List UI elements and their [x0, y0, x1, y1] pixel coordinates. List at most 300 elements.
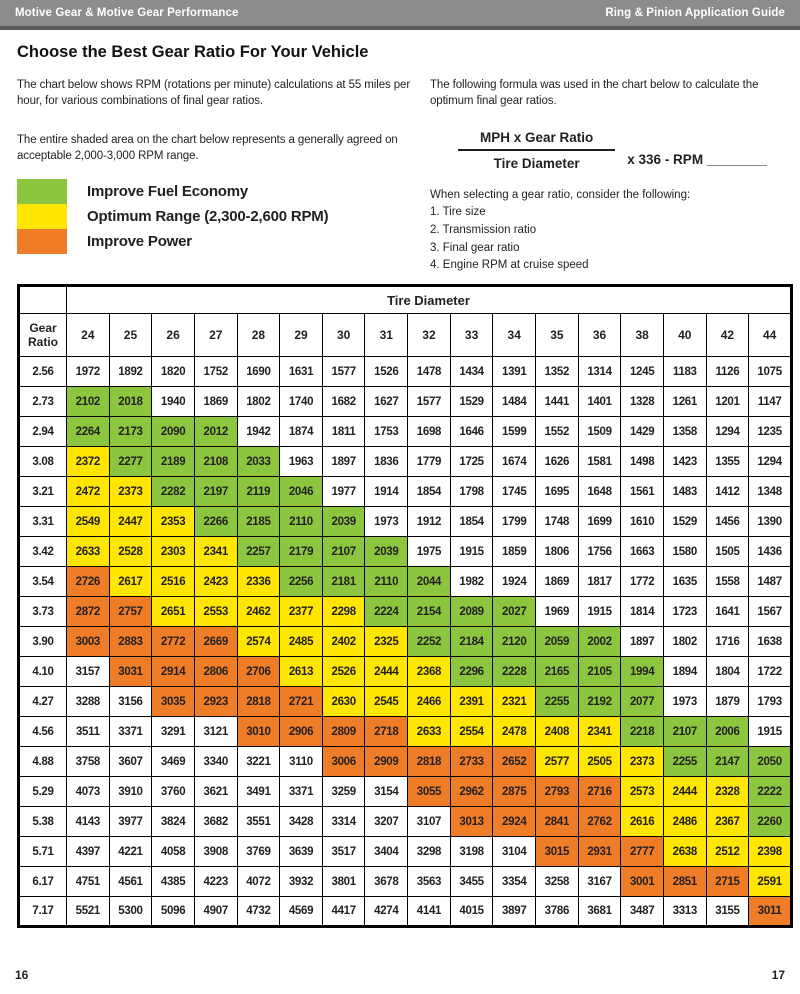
rpm-cell: 1412 [706, 477, 749, 507]
rpm-cell: 3455 [450, 867, 493, 897]
rpm-cell: 3607 [109, 747, 152, 777]
rpm-cell: 2466 [408, 687, 451, 717]
rpm-cell: 1811 [322, 417, 365, 447]
rpm-cell: 3104 [493, 837, 536, 867]
gear-ratio-cell: 5.29 [19, 777, 67, 807]
rpm-cell: 3291 [152, 717, 195, 747]
rpm-cell: 3258 [536, 867, 579, 897]
table-row [19, 747, 792, 777]
rpm-cell: 2181 [322, 567, 365, 597]
rpm-cell: 1245 [621, 357, 664, 387]
page-content [0, 43, 800, 928]
rpm-cell: 1348 [749, 477, 792, 507]
rpm-cell: 1740 [280, 387, 323, 417]
rpm-cell: 4417 [322, 897, 365, 927]
rpm-cell: 2651 [152, 597, 195, 627]
rpm-cell: 1914 [365, 477, 408, 507]
rpm-cell: 2336 [237, 567, 280, 597]
tire-diameter-column-header: 31 [365, 314, 408, 357]
rpm-cell: 2107 [322, 537, 365, 567]
gear-ratio-cell: 3.42 [19, 537, 67, 567]
rpm-cell: 3121 [194, 717, 237, 747]
rpm-cell: 1752 [194, 357, 237, 387]
rpm-cell: 3313 [663, 897, 706, 927]
rpm-cell: 1581 [578, 447, 621, 477]
table-row [19, 477, 792, 507]
rpm-cell: 1352 [536, 357, 579, 387]
rpm-cell: 2931 [578, 837, 621, 867]
formula-intro: The following formula was used in the chart below to calculate the optimum final gear ratios. [430, 79, 759, 108]
rpm-cell: 2772 [152, 627, 195, 657]
rpm-cell: 1201 [706, 387, 749, 417]
rpm-cell: 2616 [621, 807, 664, 837]
rpm-cell: 1745 [493, 477, 536, 507]
rpm-cell: 2962 [450, 777, 493, 807]
rpm-cell: 1814 [621, 597, 664, 627]
rpm-cell: 2105 [578, 657, 621, 687]
rpm-cell: 3110 [280, 747, 323, 777]
rpm-cell: 1552 [536, 417, 579, 447]
rpm-cell: 1820 [152, 357, 195, 387]
rpm-cell: 1314 [578, 357, 621, 387]
rpm-cell: 1869 [536, 567, 579, 597]
rpm-cell: 1804 [706, 657, 749, 687]
tire-diameter-column-header: 33 [450, 314, 493, 357]
yellow-swatch [17, 204, 67, 229]
rpm-cell: 2423 [194, 567, 237, 597]
rpm-cell: 4732 [237, 897, 280, 927]
rpm-cell: 2282 [152, 477, 195, 507]
rpm-cell: 3198 [450, 837, 493, 867]
rpm-cell: 1147 [749, 387, 792, 417]
rpm-cell: 3908 [194, 837, 237, 867]
gear-ratio-cell: 3.31 [19, 507, 67, 537]
rpm-cell: 1798 [450, 477, 493, 507]
rpm-cell: 2652 [493, 747, 536, 777]
rpm-cell: 3786 [536, 897, 579, 927]
rpm-cell: 1894 [663, 657, 706, 687]
rpm-cell: 2402 [322, 627, 365, 657]
rpm-cell: 2102 [67, 387, 110, 417]
rpm-cell: 2341 [194, 537, 237, 567]
rpm-cell: 3511 [67, 717, 110, 747]
rpm-cell: 1635 [663, 567, 706, 597]
rpm-cell: 1806 [536, 537, 579, 567]
gear-ratio-cell: 3.54 [19, 567, 67, 597]
page-footer [0, 968, 800, 982]
gear-ratio-cell: 2.56 [19, 357, 67, 387]
rpm-cell: 3207 [365, 807, 408, 837]
rpm-cell: 1915 [749, 717, 792, 747]
rpm-cell: 2757 [109, 597, 152, 627]
rpm-cell: 1982 [450, 567, 493, 597]
rpm-cell: 3758 [67, 747, 110, 777]
tire-diameter-column-header: 36 [578, 314, 621, 357]
rpm-cell: 2809 [322, 717, 365, 747]
rpm-cell: 1126 [706, 357, 749, 387]
tire-diameter-column-header: 26 [152, 314, 195, 357]
rpm-cell: 1994 [621, 657, 664, 687]
legend [17, 179, 412, 254]
rpm-cell: 1977 [322, 477, 365, 507]
rpm-cell: 2256 [280, 567, 323, 597]
page-title: Choose the Best Gear Ratio For Your Vehicle [17, 43, 369, 61]
rpm-cell: 2391 [450, 687, 493, 717]
rpm-cell: 3932 [280, 867, 323, 897]
rpm-cell: 3167 [578, 867, 621, 897]
rpm-cell: 3288 [67, 687, 110, 717]
rpm-cell: 1261 [663, 387, 706, 417]
rpm-cell: 1972 [67, 357, 110, 387]
rpm-cell: 2373 [621, 747, 664, 777]
rpm-cell: 1695 [536, 477, 579, 507]
rpm-cell: 2089 [450, 597, 493, 627]
rpm-cell: 1698 [408, 417, 451, 447]
rpm-cell: 5096 [152, 897, 195, 927]
rpm-cell: 1793 [749, 687, 792, 717]
formula-fraction [458, 130, 615, 171]
rpm-cell: 1328 [621, 387, 664, 417]
rpm-cell: 1561 [621, 477, 664, 507]
rpm-cell: 5521 [67, 897, 110, 927]
rpm-cell: 3003 [67, 627, 110, 657]
rpm-cell: 2528 [109, 537, 152, 567]
rpm-cell: 3678 [365, 867, 408, 897]
rpm-cell: 1631 [280, 357, 323, 387]
rpm-cell: 1915 [450, 537, 493, 567]
consider-item: 2. Transmission ratio [430, 223, 537, 236]
rpm-cell: 1646 [450, 417, 493, 447]
rpm-cell: 2110 [280, 507, 323, 537]
rpm-cell: 2046 [280, 477, 323, 507]
corner-empty-cell [19, 286, 67, 314]
rpm-cell: 2185 [237, 507, 280, 537]
page-number-right: 17 [771, 968, 785, 982]
rpm-cell: 2059 [536, 627, 579, 657]
rpm-cell: 1802 [237, 387, 280, 417]
rpm-cell: 3897 [493, 897, 536, 927]
rpm-cell: 2189 [152, 447, 195, 477]
rpm-cell: 2554 [450, 717, 493, 747]
rpm-cell: 1859 [493, 537, 536, 567]
rpm-cell: 1969 [536, 597, 579, 627]
tire-diameter-column-header: 25 [109, 314, 152, 357]
rpm-cell: 2526 [322, 657, 365, 687]
gear-ratio-header: Gear Ratio [19, 314, 67, 357]
rpm-cell: 4015 [450, 897, 493, 927]
gear-ratio-cell: 4.88 [19, 747, 67, 777]
rpm-cell: 2553 [194, 597, 237, 627]
tire-diameter-column-header: 44 [749, 314, 792, 357]
rpm-cell: 2224 [365, 597, 408, 627]
rpm-cell: 2006 [706, 717, 749, 747]
rpm-cell: 3259 [322, 777, 365, 807]
rpm-cell: 2505 [578, 747, 621, 777]
rpm-cell: 3910 [109, 777, 152, 807]
rpm-cell: 3031 [109, 657, 152, 687]
rpm-cell: 3107 [408, 807, 451, 837]
rpm-cell: 2721 [280, 687, 323, 717]
rpm-cell: 2914 [152, 657, 195, 687]
rpm-cell: 2192 [578, 687, 621, 717]
rpm-cell: 4274 [365, 897, 408, 927]
green-swatch [17, 179, 67, 204]
rpm-cell: 3639 [280, 837, 323, 867]
rpm-cell: 2909 [365, 747, 408, 777]
rpm-cell: 2368 [408, 657, 451, 687]
rpm-cell: 2341 [578, 717, 621, 747]
rpm-cell: 1558 [706, 567, 749, 597]
rpm-cell: 2633 [67, 537, 110, 567]
rpm-cell: 3154 [365, 777, 408, 807]
orange-swatch [17, 229, 67, 254]
rpm-cell: 2108 [194, 447, 237, 477]
rpm-cell: 1580 [663, 537, 706, 567]
rpm-cell: 2872 [67, 597, 110, 627]
rpm-cell: 1509 [578, 417, 621, 447]
consider-item: 3. Final gear ratio [430, 241, 520, 254]
rpm-cell: 2841 [536, 807, 579, 837]
rpm-cell: 2012 [194, 417, 237, 447]
gear-ratio-cell: 3.90 [19, 627, 67, 657]
rpm-cell: 1897 [322, 447, 365, 477]
gear-ratio-cell: 4.27 [19, 687, 67, 717]
rpm-cell: 2303 [152, 537, 195, 567]
rpm-cell: 2762 [578, 807, 621, 837]
consider-item: 1. Tire size [430, 205, 486, 218]
rpm-cell: 2818 [237, 687, 280, 717]
page-number-left: 16 [15, 968, 29, 982]
rpm-cell: 1892 [109, 357, 152, 387]
tire-diameter-column-header: 38 [621, 314, 664, 357]
rpm-cell: 2372 [67, 447, 110, 477]
rpm-cell: 3013 [450, 807, 493, 837]
rpm-cell: 2512 [706, 837, 749, 867]
table-row [19, 717, 792, 747]
rpm-cell: 1779 [408, 447, 451, 477]
table-row [19, 507, 792, 537]
rpm-cell: 3035 [152, 687, 195, 717]
rpm-cell: 2485 [280, 627, 323, 657]
rpm-cell: 1682 [322, 387, 365, 417]
rpm-cell: 1627 [365, 387, 408, 417]
rpm-cell: 3682 [194, 807, 237, 837]
table-row [19, 807, 792, 837]
rpm-cell: 2408 [536, 717, 579, 747]
rpm-cell: 2545 [365, 687, 408, 717]
rpm-cell: 1975 [408, 537, 451, 567]
rpm-cell: 1577 [322, 357, 365, 387]
rpm-cell: 2197 [194, 477, 237, 507]
tire-diameter-title-row [19, 286, 792, 314]
rpm-cell: 1912 [408, 507, 451, 537]
header-right-text: Ring & Pinion Application Guide [605, 7, 785, 19]
rpm-cell: 1498 [621, 447, 664, 477]
rpm-cell: 3055 [408, 777, 451, 807]
rpm-cell: 1358 [663, 417, 706, 447]
rpm-cell: 4907 [194, 897, 237, 927]
rpm-cell: 2119 [237, 477, 280, 507]
rpm-cell: 1478 [408, 357, 451, 387]
rpm-cell: 2027 [493, 597, 536, 627]
rpm-cell: 1963 [280, 447, 323, 477]
rpm-cell: 2793 [536, 777, 579, 807]
rpm-cell: 4072 [237, 867, 280, 897]
gear-ratio-cell: 2.94 [19, 417, 67, 447]
rpm-cell: 1722 [749, 657, 792, 687]
rpm-cell: 2806 [194, 657, 237, 687]
rpm-cell: 1940 [152, 387, 195, 417]
rpm-cell: 3487 [621, 897, 664, 927]
rpm-cell: 2173 [109, 417, 152, 447]
tire-diameter-column-header: 40 [663, 314, 706, 357]
rpm-cell: 2107 [663, 717, 706, 747]
rpm-cell: 4385 [152, 867, 195, 897]
legend-row-optimum [17, 204, 412, 229]
rpm-cell: 3354 [493, 867, 536, 897]
rpm-cell: 2165 [536, 657, 579, 687]
gear-ratio-cell: 3.21 [19, 477, 67, 507]
rpm-cell: 1817 [578, 567, 621, 597]
tire-diameter-column-header: 27 [194, 314, 237, 357]
rpm-cell: 1429 [621, 417, 664, 447]
rpm-cell: 3015 [536, 837, 579, 867]
rpm-cell: 2883 [109, 627, 152, 657]
rpm-cell: 1854 [408, 477, 451, 507]
rpm-cell: 1799 [493, 507, 536, 537]
rpm-cell: 2669 [194, 627, 237, 657]
rpm-cell: 2906 [280, 717, 323, 747]
rpm-cell: 2264 [67, 417, 110, 447]
rpm-cell: 2733 [450, 747, 493, 777]
tire-diameter-column-header: 32 [408, 314, 451, 357]
rpm-cell: 1690 [237, 357, 280, 387]
gear-ratio-cell: 6.17 [19, 867, 67, 897]
gear-ratio-cell: 4.56 [19, 717, 67, 747]
table-row [19, 387, 792, 417]
rpm-cell: 3155 [706, 897, 749, 927]
rpm-cell: 1391 [493, 357, 536, 387]
gear-ratio-cell: 5.38 [19, 807, 67, 837]
rpm-cell: 2516 [152, 567, 195, 597]
table-row [19, 867, 792, 897]
rpm-cell: 1973 [663, 687, 706, 717]
rpm-cell: 2486 [663, 807, 706, 837]
tire-diameter-column-header: 34 [493, 314, 536, 357]
gear-ratio-cell: 3.73 [19, 597, 67, 627]
gear-ratio-cell: 2.73 [19, 387, 67, 417]
rpm-cell: 2613 [280, 657, 323, 687]
rpm-cell: 2638 [663, 837, 706, 867]
rpm-cell: 2630 [322, 687, 365, 717]
rpm-cell: 4141 [408, 897, 451, 927]
rpm-cell: 1434 [450, 357, 493, 387]
rpm-cell: 1897 [621, 627, 664, 657]
rpm-cell: 1294 [749, 447, 792, 477]
rpm-cell: 2298 [322, 597, 365, 627]
rpm-cell: 2255 [536, 687, 579, 717]
rpm-cell: 3371 [109, 717, 152, 747]
rpm-cell: 2462 [237, 597, 280, 627]
rpm-cell: 2924 [493, 807, 536, 837]
rpm-cell: 1294 [706, 417, 749, 447]
rpm-cell: 4561 [109, 867, 152, 897]
rpm-cell: 1716 [706, 627, 749, 657]
rpm-cell: 1725 [450, 447, 493, 477]
gear-ratio-cell: 5.71 [19, 837, 67, 867]
legend-label: Optimum Range (2,300-2,600 RPM) [87, 208, 329, 226]
rpm-cell: 1456 [706, 507, 749, 537]
rpm-cell: 1648 [578, 477, 621, 507]
rpm-cell: 3563 [408, 867, 451, 897]
rpm-cell: 1529 [450, 387, 493, 417]
rpm-cell: 2353 [152, 507, 195, 537]
rpm-cell: 2715 [706, 867, 749, 897]
rpm-cell: 4397 [67, 837, 110, 867]
table-row [19, 837, 792, 867]
table-row [19, 627, 792, 657]
rpm-cell: 2726 [67, 567, 110, 597]
rpm-cell: 2050 [749, 747, 792, 777]
rpm-cell: 2252 [408, 627, 451, 657]
intro-section [17, 77, 783, 275]
rpm-cell: 1915 [578, 597, 621, 627]
table-row [19, 897, 792, 927]
formula-column [412, 77, 783, 275]
table-body [19, 357, 792, 927]
rpm-cell: 3371 [280, 777, 323, 807]
rpm-cell: 1879 [706, 687, 749, 717]
rpm-cell: 1577 [408, 387, 451, 417]
tire-diameter-column-header: 29 [280, 314, 323, 357]
rpm-cell: 3340 [194, 747, 237, 777]
rpm-cell: 1756 [578, 537, 621, 567]
rpm-cell: 2296 [450, 657, 493, 687]
rpm-cell: 2633 [408, 717, 451, 747]
rpm-cell: 1183 [663, 357, 706, 387]
rpm-cell: 1854 [450, 507, 493, 537]
formula [458, 130, 783, 171]
rpm-cell: 2398 [749, 837, 792, 867]
rpm-cell: 4221 [109, 837, 152, 867]
rpm-cell: 2444 [663, 777, 706, 807]
rpm-cell: 2549 [67, 507, 110, 537]
rpm-cell: 3010 [237, 717, 280, 747]
rpm-cell: 2154 [408, 597, 451, 627]
rpm-cell: 2120 [493, 627, 536, 657]
rpm-cell: 2574 [237, 627, 280, 657]
rpm-cell: 1423 [663, 447, 706, 477]
rpm-cell: 1526 [365, 357, 408, 387]
rpm-cell: 3404 [365, 837, 408, 867]
rpm-cell: 1638 [749, 627, 792, 657]
rpm-cell: 2851 [663, 867, 706, 897]
rpm-cell: 2110 [365, 567, 408, 597]
table-row [19, 597, 792, 627]
rpm-cell: 2818 [408, 747, 451, 777]
rpm-cell: 2018 [109, 387, 152, 417]
rpm-cell: 1487 [749, 567, 792, 597]
rpm-cell: 1748 [536, 507, 579, 537]
rpm-cell: 1599 [493, 417, 536, 447]
rpm-cell: 4073 [67, 777, 110, 807]
rpm-cell: 2923 [194, 687, 237, 717]
rpm-cell: 2875 [493, 777, 536, 807]
rpm-cell: 2716 [578, 777, 621, 807]
rpm-cell: 2033 [237, 447, 280, 477]
rpm-cell: 1235 [749, 417, 792, 447]
tire-diameter-column-header: 42 [706, 314, 749, 357]
